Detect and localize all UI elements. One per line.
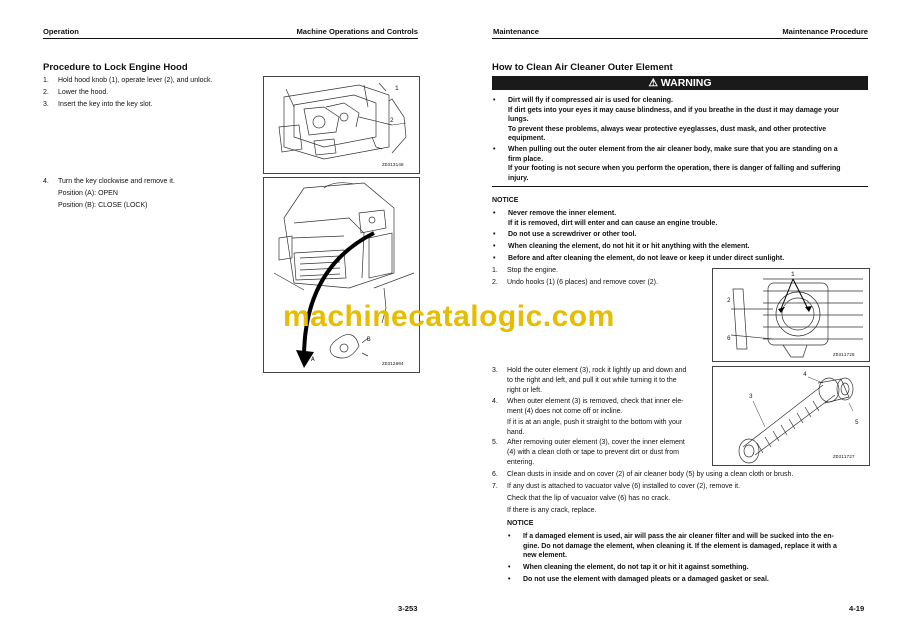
right-section-title: How to Clean Air Cleaner Outer Element	[492, 62, 673, 73]
fig3-code: ZD311726	[833, 353, 855, 358]
warning-item-1: • Dirt will fly if compressed air is used for cleaning. If dirt gets into your eyes it may cause blindness, and if you breathe in the dust it may damage your lungs. To prevent these problems, always wear protective eyeglasses, dust mask, and other protective equipment.	[493, 97, 840, 142]
right-step-5: 5. After removing outer element (3), cover the inner element (4) with a clean cloth or tape to prevent dirt or dust from entering.	[492, 439, 685, 466]
left-position-b: Position (B): CLOSE (LOCK)	[58, 202, 148, 209]
bullet-dot: •	[493, 97, 496, 104]
left-section-title: Procedure to Lock Engine Hood	[43, 62, 188, 73]
warning-end-rule	[492, 186, 868, 187]
left-header-section: Operation	[43, 27, 79, 36]
right-header-rule	[492, 38, 868, 39]
right-page-number: 4-19	[849, 604, 865, 613]
notice-item-1-detail: If it is removed, dirt will enter and can cause an engine trouble.	[508, 219, 718, 227]
air-cleaner-element-figure	[712, 366, 870, 466]
hood-key-drawing	[264, 178, 419, 372]
fig3-label-2: 2	[727, 297, 731, 304]
right-step-3: 3. Hold the outer element (3), rock it lightly up and down and to the right and left, and pull it out while turning it to the right or left.	[492, 367, 687, 394]
left-header-rule	[43, 38, 418, 39]
right-step-7: 7. If any dust is attached to vacuator valve (6) installed to cover (2), remove it.	[492, 483, 741, 490]
right-step-1: 1. Stop the engine.	[492, 267, 558, 274]
right-header-chapter: Maintenance Procedure	[782, 27, 868, 36]
left-step-2: 2. Lower the hood.	[43, 89, 109, 96]
right-step-7-sub2: If there is any crack, replace.	[507, 507, 597, 514]
fig2-code: ZD312804	[382, 362, 404, 367]
fig4-label-3: 3	[749, 393, 753, 400]
notice2-item-1: • If a damaged element is used, air will pass the air cleaner filter and will be sucked into the en- gine. Do not damage the element, when cleaning it. If the element is damaged, replace it with a new element.	[508, 533, 837, 559]
air-cleaner-element-drawing	[713, 367, 869, 465]
notice2-label: NOTICE	[507, 520, 534, 527]
warning-label: WARNING	[660, 77, 712, 89]
warning-banner	[492, 76, 868, 90]
warning-triangle-icon: ⚠	[648, 77, 658, 89]
fig4-code: ZD311727	[833, 455, 855, 460]
left-page-number: 3-253	[398, 604, 418, 613]
fig4-label-5: 5	[855, 419, 859, 426]
notice-item-3: • When cleaning the element, do not hit it or hit anything with the element.	[493, 243, 750, 250]
fig2-label-b: B	[367, 336, 371, 343]
left-step-1: 1. Hold hood knob (1), operate lever (2), and unlock.	[43, 77, 213, 84]
notice-label: NOTICE	[492, 197, 519, 204]
warning-item-2: • When pulling out the outer element from the air cleaner body, make sure that you are standing on a firm place. If your footing is not secure when you perform the operation, there is danger of falling and suffering injury.	[493, 146, 841, 182]
notice2-item-3: • Do not use the element with damaged pleats or a damaged gasket or seal.	[508, 576, 769, 583]
watermark: machinecatalogic.com	[283, 300, 615, 333]
fig1-label-1: 1	[395, 85, 399, 92]
fig2-label-a: A	[311, 356, 315, 363]
notice-item-2: • Do not use a screwdriver or other tool.	[493, 231, 637, 238]
notice-item-1: • Never remove the inner element.	[493, 210, 617, 217]
right-step-6: 6. Clean dusts in inside and on cover (2) of air cleaner body (5) by using a clean cloth or brush.	[492, 471, 794, 478]
fig1-label-2: 2	[390, 117, 394, 124]
hood-lever-figure	[263, 76, 420, 174]
right-step-7-sub1: Check that the lip of vacuator valve (6) has no crack.	[507, 495, 671, 502]
right-step-4: 4. When outer element (3) is removed, check that inner ele- ment (4) does not come off or incline.	[492, 398, 684, 415]
fig1-code: ZD313148	[382, 163, 404, 168]
air-cleaner-cover-figure	[712, 268, 870, 362]
left-position-a: Position (A): OPEN	[58, 190, 118, 197]
air-cleaner-cover-drawing	[713, 269, 869, 361]
right-header-section: Maintenance	[493, 27, 539, 36]
right-step-2: 2. Undo hooks (1) (6 places) and remove cover (2).	[492, 279, 658, 286]
notice2-item-2: • When cleaning the element, do not tap it or hit it against something.	[508, 564, 749, 571]
left-header-chapter: Machine Operations and Controls	[296, 27, 418, 36]
fig3-label-6: 6	[727, 335, 731, 342]
hood-key-figure	[263, 177, 420, 373]
bullet-dot: •	[493, 146, 496, 153]
fig3-label-1: 1	[791, 271, 795, 278]
notice-item-4: • Before and after cleaning the element, do not leave or keep it under direct sunlight.	[493, 255, 785, 262]
right-step-4-sub: If it is at an angle, push it straight to the bottom with your hand.	[507, 419, 683, 436]
fig4-label-4: 4	[803, 371, 807, 378]
left-step-3: 3. Insert the key into the key slot.	[43, 101, 153, 108]
left-step-4: 4. Turn the key clockwise and remove it.	[43, 178, 175, 185]
